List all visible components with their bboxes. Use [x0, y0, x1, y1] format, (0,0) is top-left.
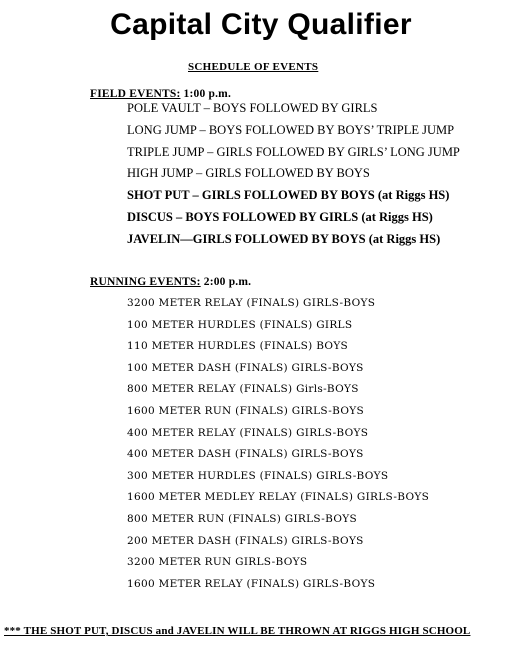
- field-event-item: LONG JUMP – BOYS FOLLOWED BY BOYS’ TRIPLE JUMP: [127, 122, 455, 137]
- field-event-item: SHOT PUT – GIRLS FOLLOWED BY BOYS (at Riggs HS): [127, 188, 450, 203]
- footnote: *** THE SHOT PUT, DISCUS and JAVELIN WILL BE THROWN AT RIGGS HIGH SCHOOL: [4, 625, 471, 637]
- running-event-item: 800 METER RUN (FINALS) GIRLS-BOYS: [127, 512, 357, 525]
- running-event-item: 400 METER DASH (FINALS) GIRLS-BOYS: [127, 448, 364, 461]
- document-title: Capital City Qualifier: [110, 8, 412, 41]
- running-events-heading: [90, 276, 251, 288]
- running-events-label: RUNNING EVENTS:: [90, 276, 201, 288]
- field-event-item: POLE VAULT – BOYS FOLLOWED BY GIRLS: [127, 101, 378, 115]
- field-event-item: DISCUS – BOYS FOLLOWED BY GIRLS (at Riggs HS): [127, 209, 433, 224]
- running-event-item: 100 METER HURDLES (FINALS) GIRLS: [127, 318, 353, 331]
- running-event-item: 1600 METER RELAY (FINALS) GIRLS-BOYS: [127, 577, 376, 590]
- running-event-item: 300 METER HURDLES (FINALS) GIRLS-BOYS: [127, 469, 389, 482]
- running-event-item: 1600 METER RUN (FINALS) GIRLS-BOYS: [127, 404, 364, 417]
- field-events-heading: [90, 88, 231, 100]
- field-event-item: JAVELIN—GIRLS FOLLOWED BY BOYS (at Riggs HS): [127, 231, 441, 246]
- field-events-list: [127, 100, 460, 253]
- field-events-label: FIELD EVENTS:: [90, 88, 181, 100]
- running-event-item: 400 METER RELAY (FINALS) GIRLS-BOYS: [127, 426, 369, 439]
- field-events-time: 1:00 p.m.: [183, 88, 232, 100]
- running-event-item: 1600 METER MEDLEY RELAY (FINALS) GIRLS-BOYS: [127, 491, 430, 504]
- field-event-item: TRIPLE JUMP – GIRLS FOLLOWED BY GIRLS’ LONG JUMP: [127, 144, 460, 159]
- running-event-item: 3200 METER RUN GIRLS-BOYS: [127, 556, 308, 569]
- running-events-time: 2:00 p.m.: [203, 276, 252, 288]
- running-event-item: 3200 METER RELAY (FINALS) GIRLS-BOYS: [127, 297, 376, 309]
- running-event-item: 110 METER HURDLES (FINALS) BOYS: [127, 340, 349, 353]
- field-event-item: HIGH JUMP – GIRLS FOLLOWED BY BOYS: [127, 166, 370, 181]
- running-event-item: 100 METER DASH (FINALS) GIRLS-BOYS: [127, 361, 364, 374]
- schedule-subtitle: SCHEDULE OF EVENTS: [188, 61, 319, 73]
- running-event-item: 800 METER RELAY (FINALS) Girls-BOYS: [127, 383, 359, 396]
- running-events-list: [127, 295, 429, 597]
- running-event-item: 200 METER DASH (FINALS) GIRLS-BOYS: [127, 534, 364, 547]
